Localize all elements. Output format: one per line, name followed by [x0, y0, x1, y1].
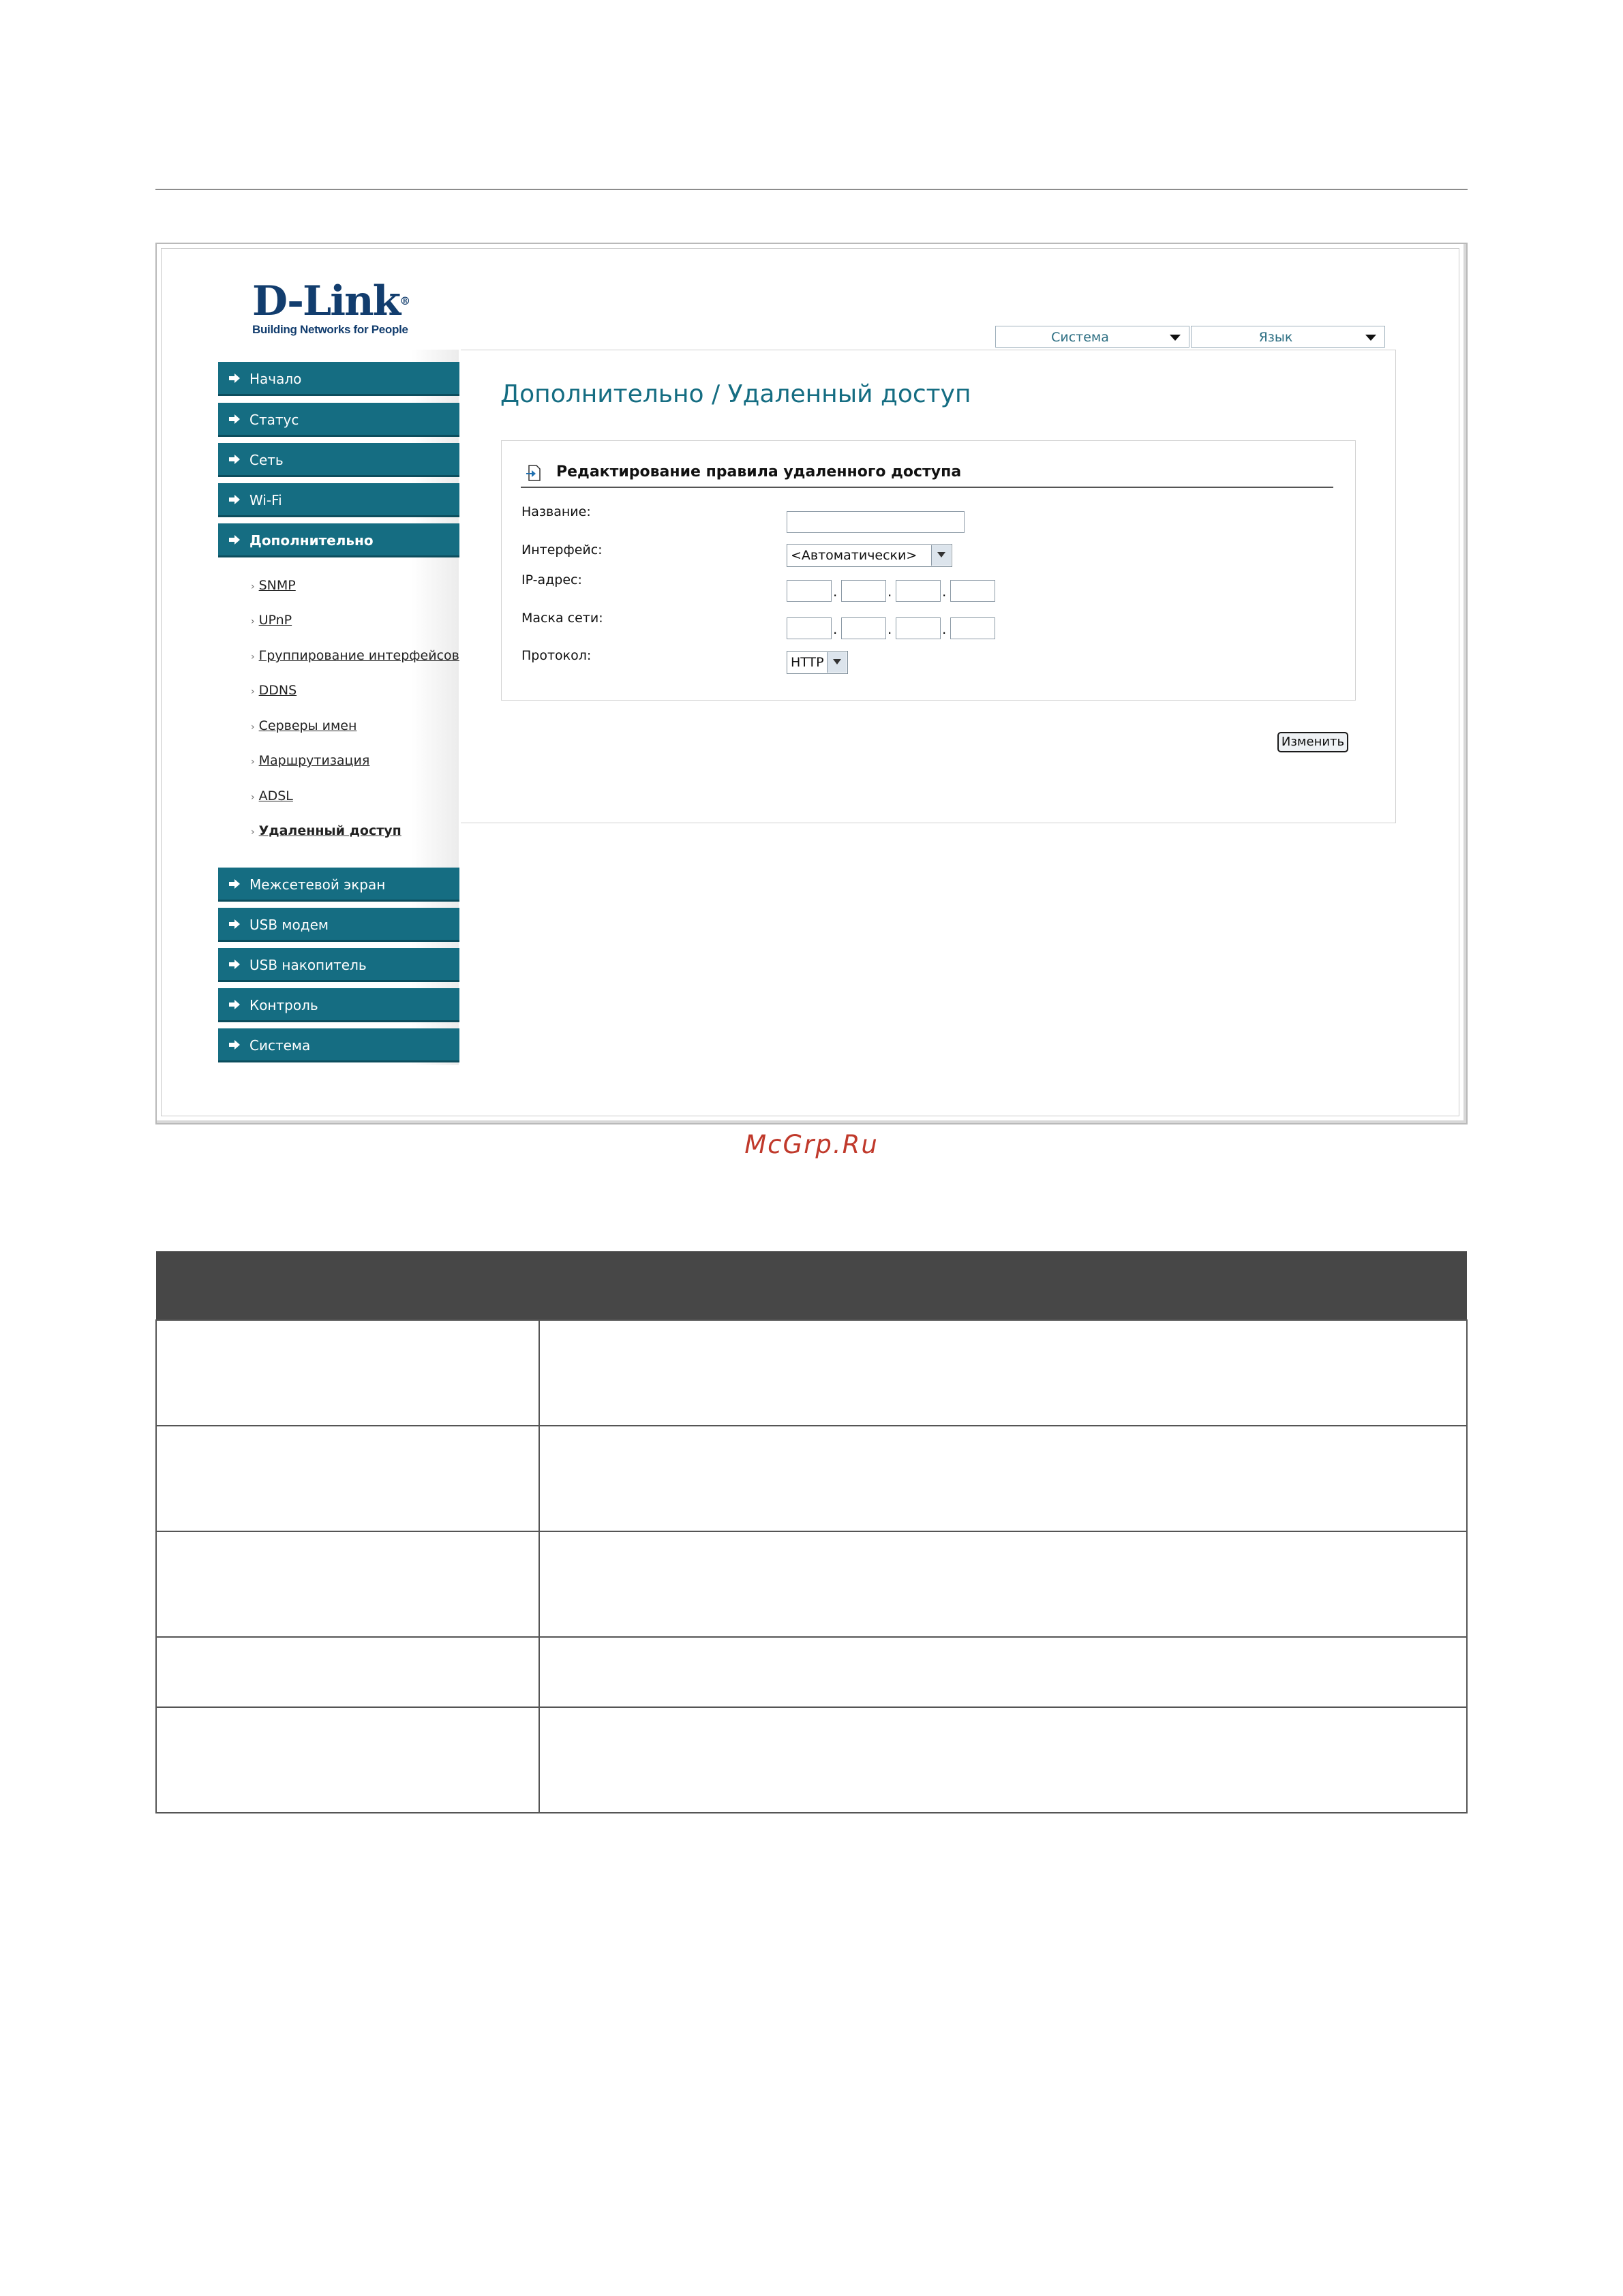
chevron-right-icon: ›	[251, 722, 255, 733]
mask-dot: .	[833, 621, 838, 637]
form-title: Редактирование правила удаленного доступа	[556, 463, 962, 480]
arrow-right-icon	[229, 535, 240, 545]
mask-octet-1-input[interactable]	[787, 617, 832, 639]
mask-octet-2-input[interactable]	[841, 617, 886, 639]
ip-dot: .	[888, 583, 892, 600]
dlink-logo: D-Link® Building Networks for People	[252, 277, 410, 336]
sidebar-item-network[interactable]: Сеть	[218, 443, 459, 477]
sidebar-subitem-remote-access[interactable]: › Удаленный доступ	[251, 823, 401, 838]
sidebar-item-status[interactable]: Статус	[218, 403, 459, 437]
page-title: Дополнительно / Удаленный доступ	[500, 380, 971, 408]
arrow-right-icon	[229, 960, 240, 969]
sidebar-item-usb-modem[interactable]: USB модем	[218, 908, 459, 942]
sidebar-subitem-interface-grouping[interactable]: › Группирование интерфейсов	[251, 648, 459, 663]
sidebar-subitem-name-servers[interactable]: › Серверы имен	[251, 718, 357, 733]
sidebar-subitem-routing[interactable]: › Маршрутизация	[251, 753, 370, 768]
change-button[interactable]: Изменить	[1277, 732, 1348, 752]
chevron-right-icon: ›	[251, 581, 255, 592]
interface-label: Интерфейс:	[521, 542, 603, 557]
ip-dot: .	[833, 583, 838, 600]
form-title-divider	[521, 487, 1333, 488]
arrow-right-icon	[229, 1000, 240, 1009]
ip-address-label: IP-адрес:	[521, 572, 582, 587]
arrow-right-icon	[229, 1040, 240, 1050]
sidebar-subitem-adsl[interactable]: › ADSL	[251, 789, 293, 803]
interface-select[interactable]: <Автоматически>	[787, 544, 952, 567]
ip-octet-1-input[interactable]	[787, 580, 832, 602]
table-row	[156, 1426, 1467, 1531]
arrow-right-icon	[229, 919, 240, 929]
ip-octet-2-input[interactable]	[841, 580, 886, 602]
chevron-right-icon: ›	[251, 827, 255, 838]
protocol-label: Протокол:	[521, 648, 592, 663]
top-divider	[155, 189, 1468, 190]
chevron-right-icon: ›	[251, 686, 255, 697]
sidebar-item-wifi[interactable]: Wi-Fi	[218, 483, 459, 517]
sidebar-item-firewall[interactable]: Межсетевой экран	[218, 868, 459, 902]
edit-document-icon	[526, 465, 541, 481]
arrow-right-icon	[229, 455, 240, 464]
table-row	[156, 1531, 1467, 1637]
sidebar-subitem-upnp[interactable]: › UPnP	[251, 613, 292, 628]
table-header	[156, 1251, 1467, 1320]
sidebar-item-system[interactable]: Система	[218, 1028, 459, 1062]
ip-octet-3-input[interactable]	[896, 580, 941, 602]
chevron-right-icon: ›	[251, 652, 255, 662]
arrow-right-icon	[229, 495, 240, 504]
table-row	[156, 1707, 1467, 1813]
name-label: Название:	[521, 504, 591, 519]
protocol-select[interactable]: HTTP	[787, 651, 848, 674]
system-dropdown[interactable]: Система	[995, 326, 1189, 348]
mask-octet-3-input[interactable]	[896, 617, 941, 639]
chevron-down-icon	[1170, 335, 1181, 341]
ip-octet-4-input[interactable]	[950, 580, 995, 602]
chevron-down-icon	[827, 652, 847, 673]
chevron-down-icon	[1365, 335, 1376, 341]
netmask-label: Маска сети:	[521, 611, 603, 626]
mask-octet-4-input[interactable]	[950, 617, 995, 639]
sidebar-item-home[interactable]: Начало	[218, 362, 459, 396]
sidebar-subitem-snmp[interactable]: › SNMP	[251, 578, 296, 593]
table-row	[156, 1637, 1467, 1707]
language-dropdown[interactable]: Язык	[1191, 326, 1385, 348]
name-input[interactable]	[787, 511, 965, 533]
arrow-right-icon	[229, 373, 240, 383]
sidebar-item-control[interactable]: Контроль	[218, 988, 459, 1022]
chevron-right-icon: ›	[251, 792, 255, 803]
mask-dot: .	[942, 621, 947, 637]
sidebar-subitem-ddns[interactable]: › DDNS	[251, 683, 297, 698]
ip-dot: .	[942, 583, 947, 600]
chevron-down-icon	[931, 545, 951, 566]
arrow-right-icon	[229, 879, 240, 889]
sidebar-item-advanced[interactable]: Дополнительно	[218, 523, 459, 557]
chevron-right-icon: ›	[251, 756, 255, 767]
arrow-right-icon	[229, 414, 240, 424]
description-table	[155, 1251, 1468, 1813]
sidebar-item-usb-storage[interactable]: USB накопитель	[218, 948, 459, 982]
table-row	[156, 1320, 1467, 1426]
mask-dot: .	[888, 621, 892, 637]
watermark: McGrp.Ru	[744, 1130, 879, 1159]
chevron-right-icon: ›	[251, 616, 255, 627]
